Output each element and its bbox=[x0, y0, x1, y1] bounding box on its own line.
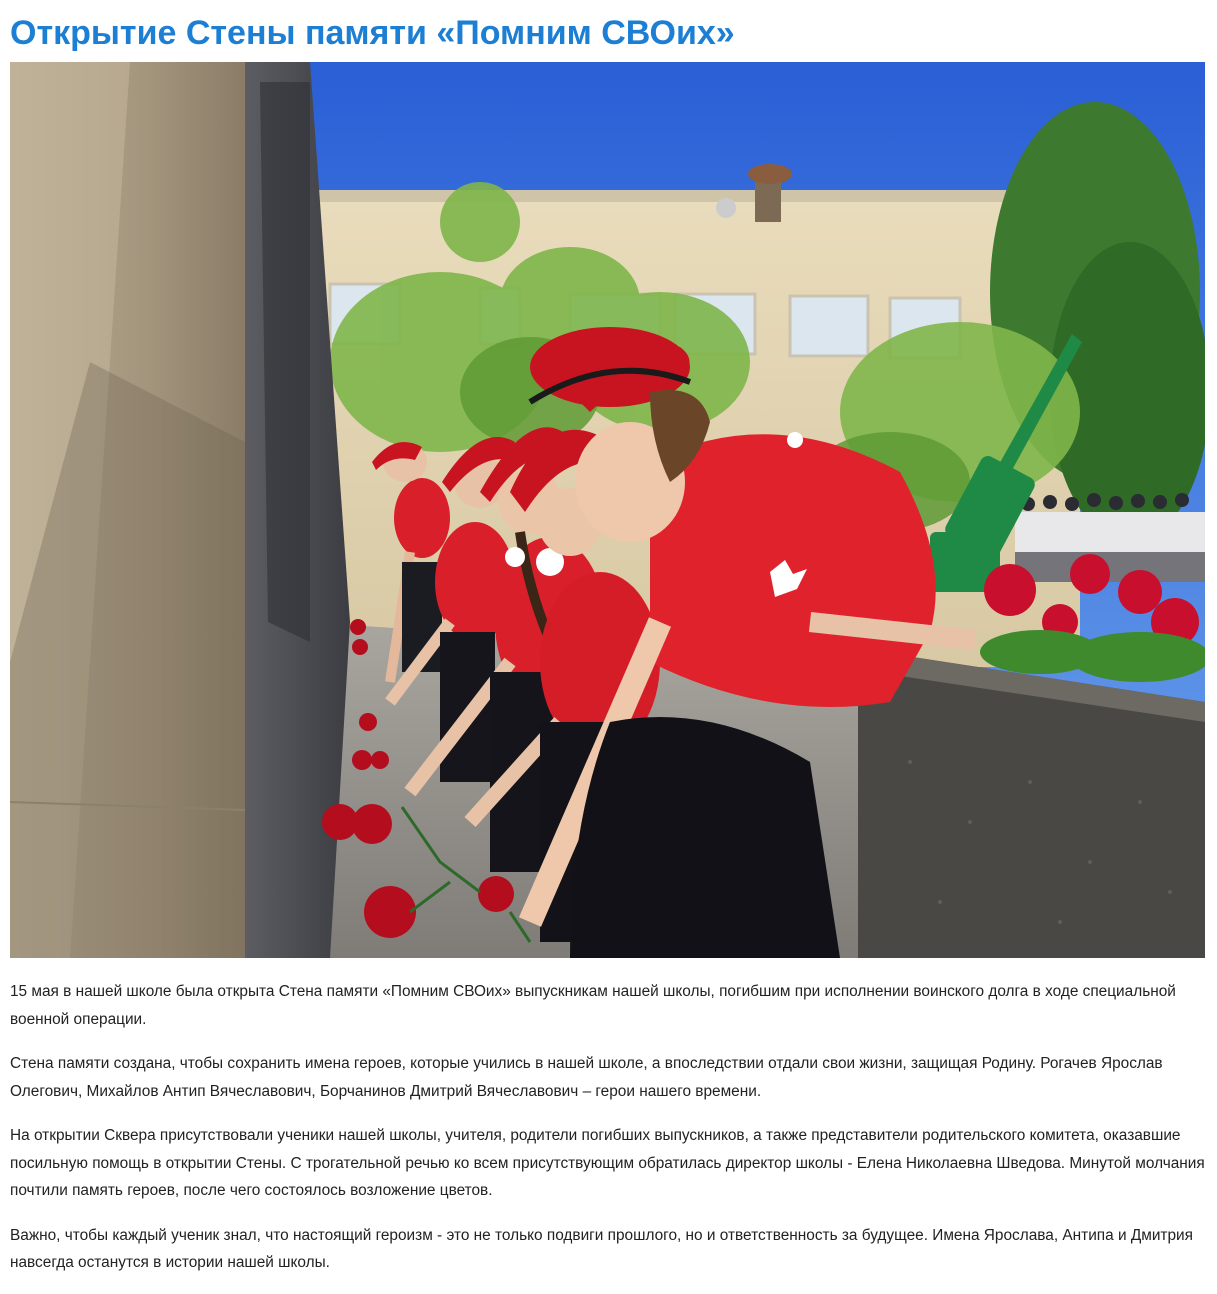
article-paragraph: Стена памяти создана, чтобы сохранить имена героев, которые учились в нашей школе, а впоследствии отдали свои жизни, защищая Родину. Рогачев Ярослав Олегович, Михайлов Антип Вячеславович, Борчанинов Дмитрий Вячеславович – герои нашего времени. bbox=[10, 1055, 1163, 1100]
article-photo bbox=[10, 62, 1205, 958]
article-paragraph: На открытии Сквера присутствовали ученики нашей школы, учителя, родители погибших выпускников, а также представители родительского комитета, оказавшие посильную помощь в открытии Стены. С трогательной речью ко всем присутствующим обратилась директор школы - Елена Николаевна Шведова. Минутой молчания почтили память героев, после чего состоялось возложение цветов. bbox=[10, 1127, 1205, 1199]
article-paragraph: Важно, чтобы каждый ученик знал, что настоящий героизм - это не только подвиги прошлого, но и ответственность за будущее. Имена Ярослава, Антипа и Дмитрия навсегда останутся в истории нашей школы. bbox=[10, 1226, 1193, 1271]
article-paragraph: 15 мая в нашей школе была открыта Стена памяти «Помним СВОих» выпускникам нашей школы, погибшим при исполнении воинского долга в ходе специальной военной операции. bbox=[10, 983, 1176, 1028]
page-title: Открытие Стены памяти «Помним СВОих» bbox=[10, 14, 735, 52]
article-body bbox=[10, 978, 1205, 1294]
